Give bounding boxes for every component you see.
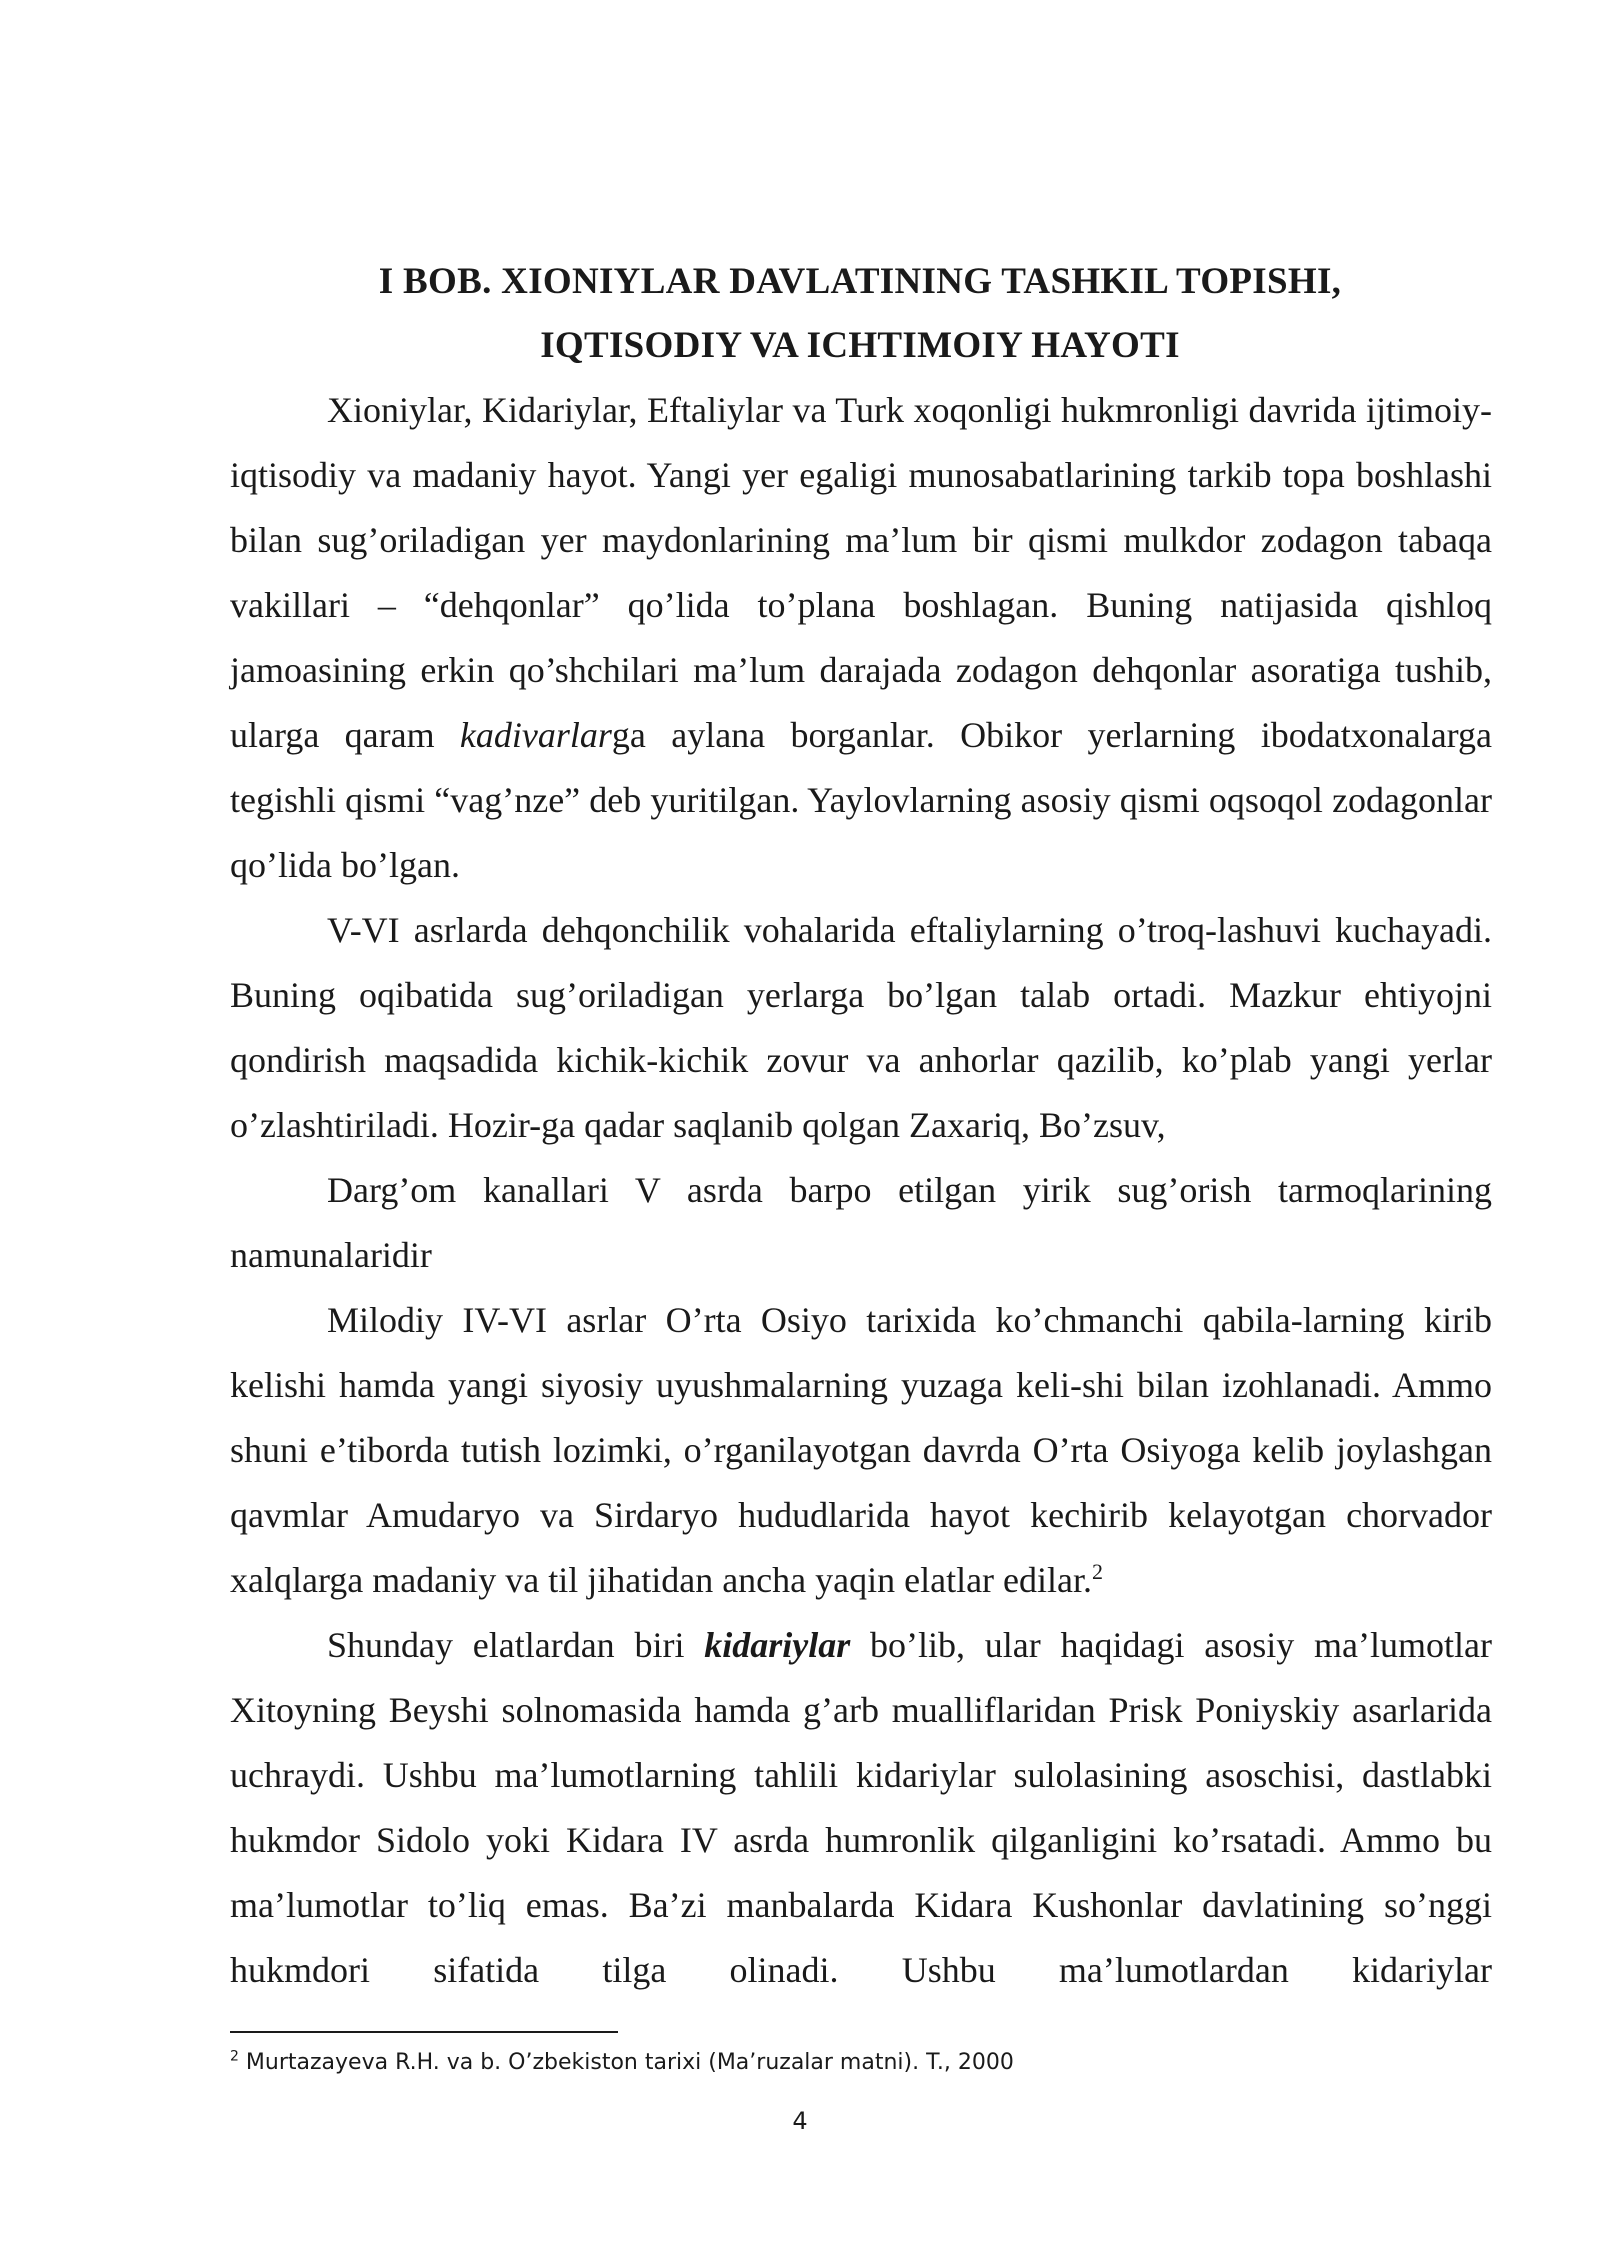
bold-italic-term-kidariylar: kidariylar [704, 1625, 851, 1665]
footnote-reference[interactable]: 2 [1092, 1559, 1103, 1584]
chapter-heading-line-1: I BOB. XIONIYLAR DAVLATINING TASHKIL TOPISHI, [378, 261, 1342, 302]
footnote-separator [230, 2031, 618, 2033]
paragraph-4-text: Milodiy IV-VI asrlar O’rta Osiyo tarixida ko’chmanchi qabila-larning kirib kelishi hamda yangi siyosiy uyushmalarning yuzaga keli-shi bilan izohlanadi. Ammo shuni e’tiborda tutish lozimki, o’rganilayotgan davrda O’rta Osiyoga kelib joylashgan qavmlar Amudaryo va Sirdaryo hududlarida hayot kechirib kelayotgan chorvador xalqlarga madaniy va til jihatidan ancha yaqin elatlar edilar. [230, 1300, 1492, 1600]
paragraph-5-text-start: Shunday elatlardan biri [327, 1625, 705, 1665]
paragraph-1 [230, 378, 1492, 898]
paragraph-4 [230, 1288, 1492, 1613]
paragraph-5-text-end: bo’lib, ular haqidagi asosiy ma’lumotlar Xitoyning Beyshi solnomasida hamda g’arb mualliflaridan Prisk Poniyskiy asarlarida uchraydi. Ushbu ma’lumotlarning tahlili kidariylar sulolasining asoschisi, dastlabki hukmdor Sidolo yoki Kidara IV asrda humronlik qilganligini ko’rsatadi. Ammo bu ma’lumotlar to’liq emas. Ba’zi manbalarda Kidara Kushonlar davlatining so’nggi hukmdori sifatida tilga olinadi. Ushbu ma’lumotlardan kidariylar [230, 1625, 1492, 1990]
chapter-heading-line-2: IQTISODIY VA ICHTIMOIY HAYOTI [540, 325, 1180, 366]
page-number: 4 [792, 2107, 808, 2135]
paragraph-3: Darg’om kanallari V asrda barpo etilgan yirik sug’orish tarmoqlarining namunalaridir [230, 1170, 1492, 1275]
paragraph-1-text-start: Xioniylar, Kidariylar, Eftaliylar va Turk xoqonligi hukmronligi davrida ijtimoiy- iqtisodiy va madaniy hayot. Yangi yer egaligi munosabatlarining tarkib topa boshlashi bilan sug’oriladigan yer maydonlarining ma’lum bir qismi mulkdor zodagon tabaqa vakillari – “dehqonlar” qo’lida to’plana boshlagan. Buning natijasida qishloq jamoasining erkin qo’shchilari ma’lum darajada zodagon dehqonlar asoratiga tushib, ularga qaram [230, 390, 1492, 755]
footnote [230, 2047, 1490, 2079]
footnote-text: Murtazayeva R.H. va b. O’zbekiston tarixi (Ma’ruzalar matni). T., 2000 [238, 2050, 1014, 2075]
paragraph-2: V-VI asrlarda dehqonchilik vohalarida eftaliylarning o’troq-lashuvi kuchayadi. Buning oqibatida sug’oriladigan yerlarga bo’lgan talab ortadi. Mazkur ehtiyojni qondirish maqsadida kichik-kichik zovur va anhorlar qazilib, ko’plab yangi yerlar o’zlashtiriladi. Hozir-ga qadar saqlanib qolgan Zaxariq, Bo’zsuv, [230, 910, 1492, 1145]
footnote-number: 2 [230, 2048, 239, 2065]
chapter-heading [230, 250, 1490, 378]
body-text [230, 378, 1492, 2003]
paragraph-5 [230, 1613, 1492, 2003]
italic-term-kadivarlar: kadivarlar [459, 715, 612, 755]
paragraph-1-text-end: ga aylana borganlar. Obikor yerlarning ibodatxonalarga tegishli qismi “vag’nze” deb yuritilgan. Yaylovlarning asosiy qismi oqsoqol zodagonlar qo’lida bo’lgan. [230, 715, 1492, 885]
